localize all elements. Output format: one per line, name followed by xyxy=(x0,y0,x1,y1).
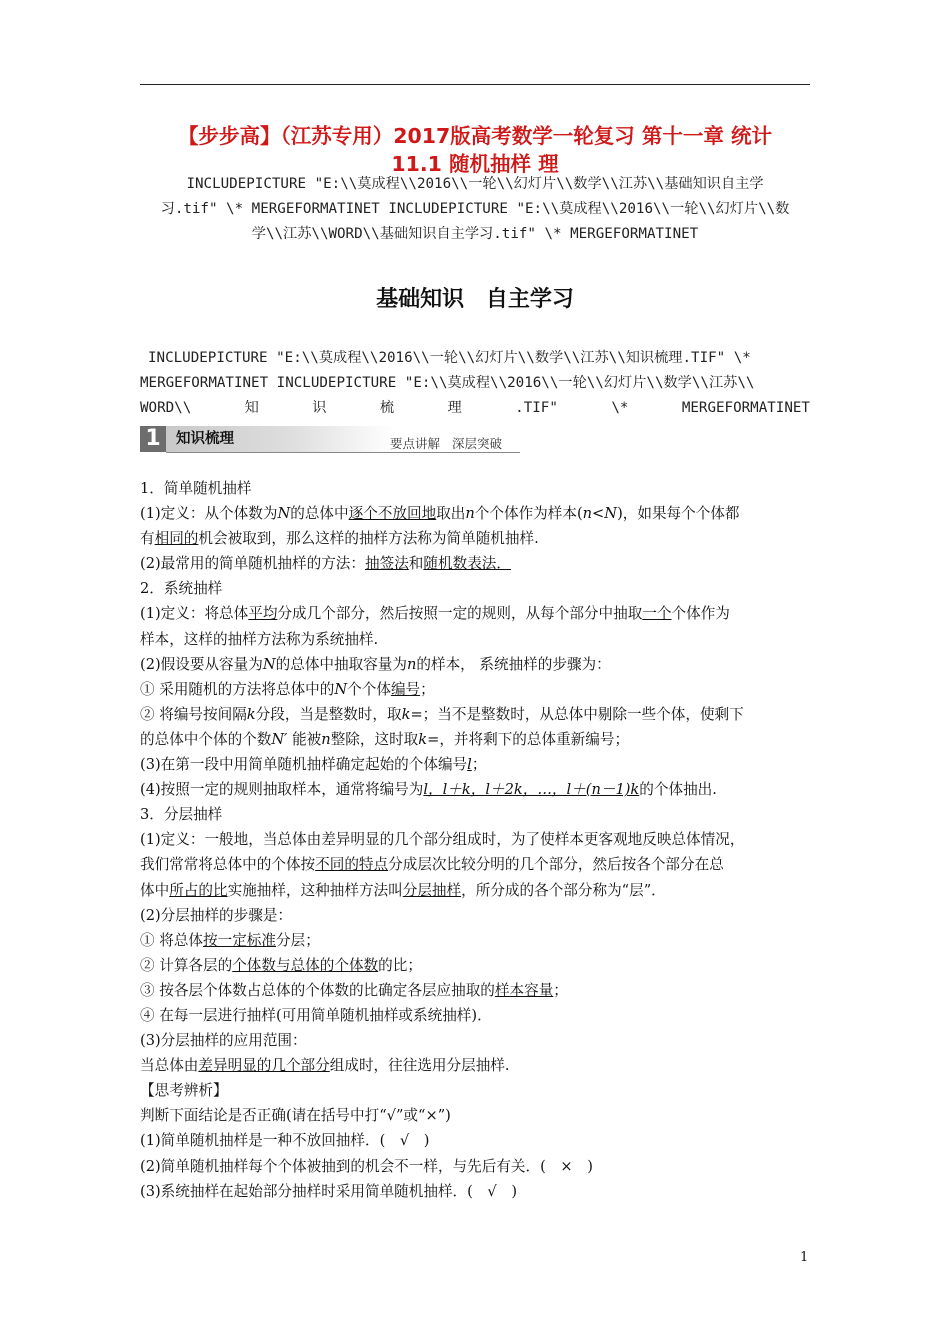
header-rule xyxy=(140,84,810,85)
field-code-2-line1: INCLUDEPICTURE "E:\\莫成程\\2016\\一轮\\幻灯片\\数学\\江苏\\知识梳理.TIF" \* xyxy=(148,350,751,366)
think-intro: 判断下面结论是否正确(请在括号中打“√”或“×”) xyxy=(140,1107,451,1125)
section-2-title: 2．系统抽样 xyxy=(140,580,223,598)
section-3-title: 3．分层抽样 xyxy=(140,806,223,824)
paragraph: 样本，这样的抽样方法称为系统抽样. xyxy=(140,630,379,648)
paragraph: (2)分层抽样的步骤是： xyxy=(140,906,293,924)
paragraph: (2)最常用的简单随机抽样的方法：抽签法和随机数表法． xyxy=(140,555,511,573)
field-code-part: 知 xyxy=(244,400,259,416)
paragraph: 我们常常将总体中的个体按不同的特点分成层次比较分明的几个部分，然后按各个部分在总 xyxy=(140,856,724,874)
question-2: (2)简单随机抽样每个个体被抽到的机会不一样，与先后有关．( × ) xyxy=(140,1157,593,1175)
field-code-2-line2: MERGEFORMATINET INCLUDEPICTURE "E:\\莫成程\\2016\\一轮\\幻灯片\\数学\\江苏\\ xyxy=(140,375,755,391)
question-1: (1)简单随机抽样是一种不放回抽样．( √ ) xyxy=(140,1132,430,1150)
field-code-part: 识 xyxy=(312,400,327,416)
paragraph: ② 计算各层的个体数与总体的个体数的比； xyxy=(140,956,422,974)
banner-subtitle: 要点讲解 深层突破 xyxy=(390,436,502,451)
field-code-part: WORD\\ xyxy=(140,400,192,416)
document-title-line2: 11.1 随机抽样 理 xyxy=(391,152,559,176)
section-1-title: 1．简单随机抽样 xyxy=(140,480,252,497)
paragraph: (2)假设要从容量为N的总体中抽取容量为n的样本， 系统抽样的步骤为： xyxy=(140,655,611,673)
knowledge-banner xyxy=(140,426,520,454)
field-code-2-line3 xyxy=(140,396,810,421)
paragraph: 有相同的机会被取到，那么这样的抽样方法称为简单随机抽样. xyxy=(140,530,539,548)
field-code-1-line1: INCLUDEPICTURE "E:\\莫成程\\2016\\一轮\\幻灯片\\数学\\江苏\\基础知识自主学 xyxy=(186,176,764,192)
field-code-part: .TIF" xyxy=(515,400,558,416)
page-number: 1 xyxy=(800,1250,809,1265)
body-content xyxy=(140,476,812,1204)
section-heading: 基础知识 自主学习 xyxy=(376,287,574,312)
paragraph: (4)按照一定的规则抽取样本，通常将编号为l，l＋k，l＋2k，…，l＋(n－1)k的个体抽出. xyxy=(140,781,717,799)
think-title: 【思考辨析】 xyxy=(140,1082,228,1100)
field-code-part: 梳 xyxy=(379,400,395,416)
question-3: (3)系统抽样在起始部分抽样时采用简单随机抽样．( √ ) xyxy=(140,1182,518,1200)
paragraph: 体中所占的比实施抽样，这种抽样方法叫分层抽样，所分成的各个部分称为“层”． xyxy=(140,881,666,899)
field-code-1-line3: 学\\江苏\\WORD\\基础知识自主学习.tif" \* MERGEFORMATINET xyxy=(251,226,699,242)
paragraph: (1)定义：将总体平均分成几个部分，然后按照一定的规则，从每个部分中抽取一个个体作为 xyxy=(140,605,730,623)
field-code-part: \* xyxy=(611,400,629,416)
banner-underline xyxy=(166,452,520,453)
paragraph: (1)定义：从个体数为N的总体中逐个不放回地取出n个个体作为样本(n<N)，如果每个个体都 xyxy=(140,505,740,523)
paragraph: 的总体中个体的个数N′ 能被n整除，这时取k=，并将剩下的总体重新编号； xyxy=(140,730,630,748)
field-code-1-line2: 习.tif" \* MERGEFORMATINET INCLUDEPICTURE "E:\\莫成程\\2016\\一轮\\幻灯片\\数 xyxy=(160,201,790,217)
banner-label: 知识梳理 xyxy=(166,426,394,452)
paragraph: ② 将编号按间隔k分段，当是整数时，取k=；当不是整数时，从总体中剔除一些个体，使剩下 xyxy=(140,705,744,723)
paragraph: 当总体由差异明显的几个部分组成时，往往选用分层抽样. xyxy=(140,1057,510,1075)
field-code-part: 理 xyxy=(447,400,462,416)
document-title-line1: 【步步高】（江苏专用）2017版高考数学一轮复习 第十一章 统计 xyxy=(177,124,773,148)
paragraph: (3)分层抽样的应用范围： xyxy=(140,1032,307,1050)
paragraph: (1)定义：一般地，当总体由差异明显的几个部分组成时，为了使样本更客观地反映总体情况， xyxy=(140,831,745,849)
field-code-part: MERGEFORMATINET xyxy=(681,400,810,416)
paragraph: (3)在第一段中用简单随机抽样确定起始的个体编号l； xyxy=(140,756,487,774)
paragraph: ③ 按各层个体数占总体的个体数的比确定各层应抽取的样本容量； xyxy=(140,981,568,999)
paragraph: ① 采用随机的方法将总体中的N个个体编号； xyxy=(140,680,435,698)
paragraph: ① 将总体按一定标准分层； xyxy=(140,931,320,949)
paragraph: ④ 在每一层进行抽样(可用简单随机抽样或系统抽样)． xyxy=(140,1006,492,1024)
banner-number: 1 xyxy=(140,426,166,452)
